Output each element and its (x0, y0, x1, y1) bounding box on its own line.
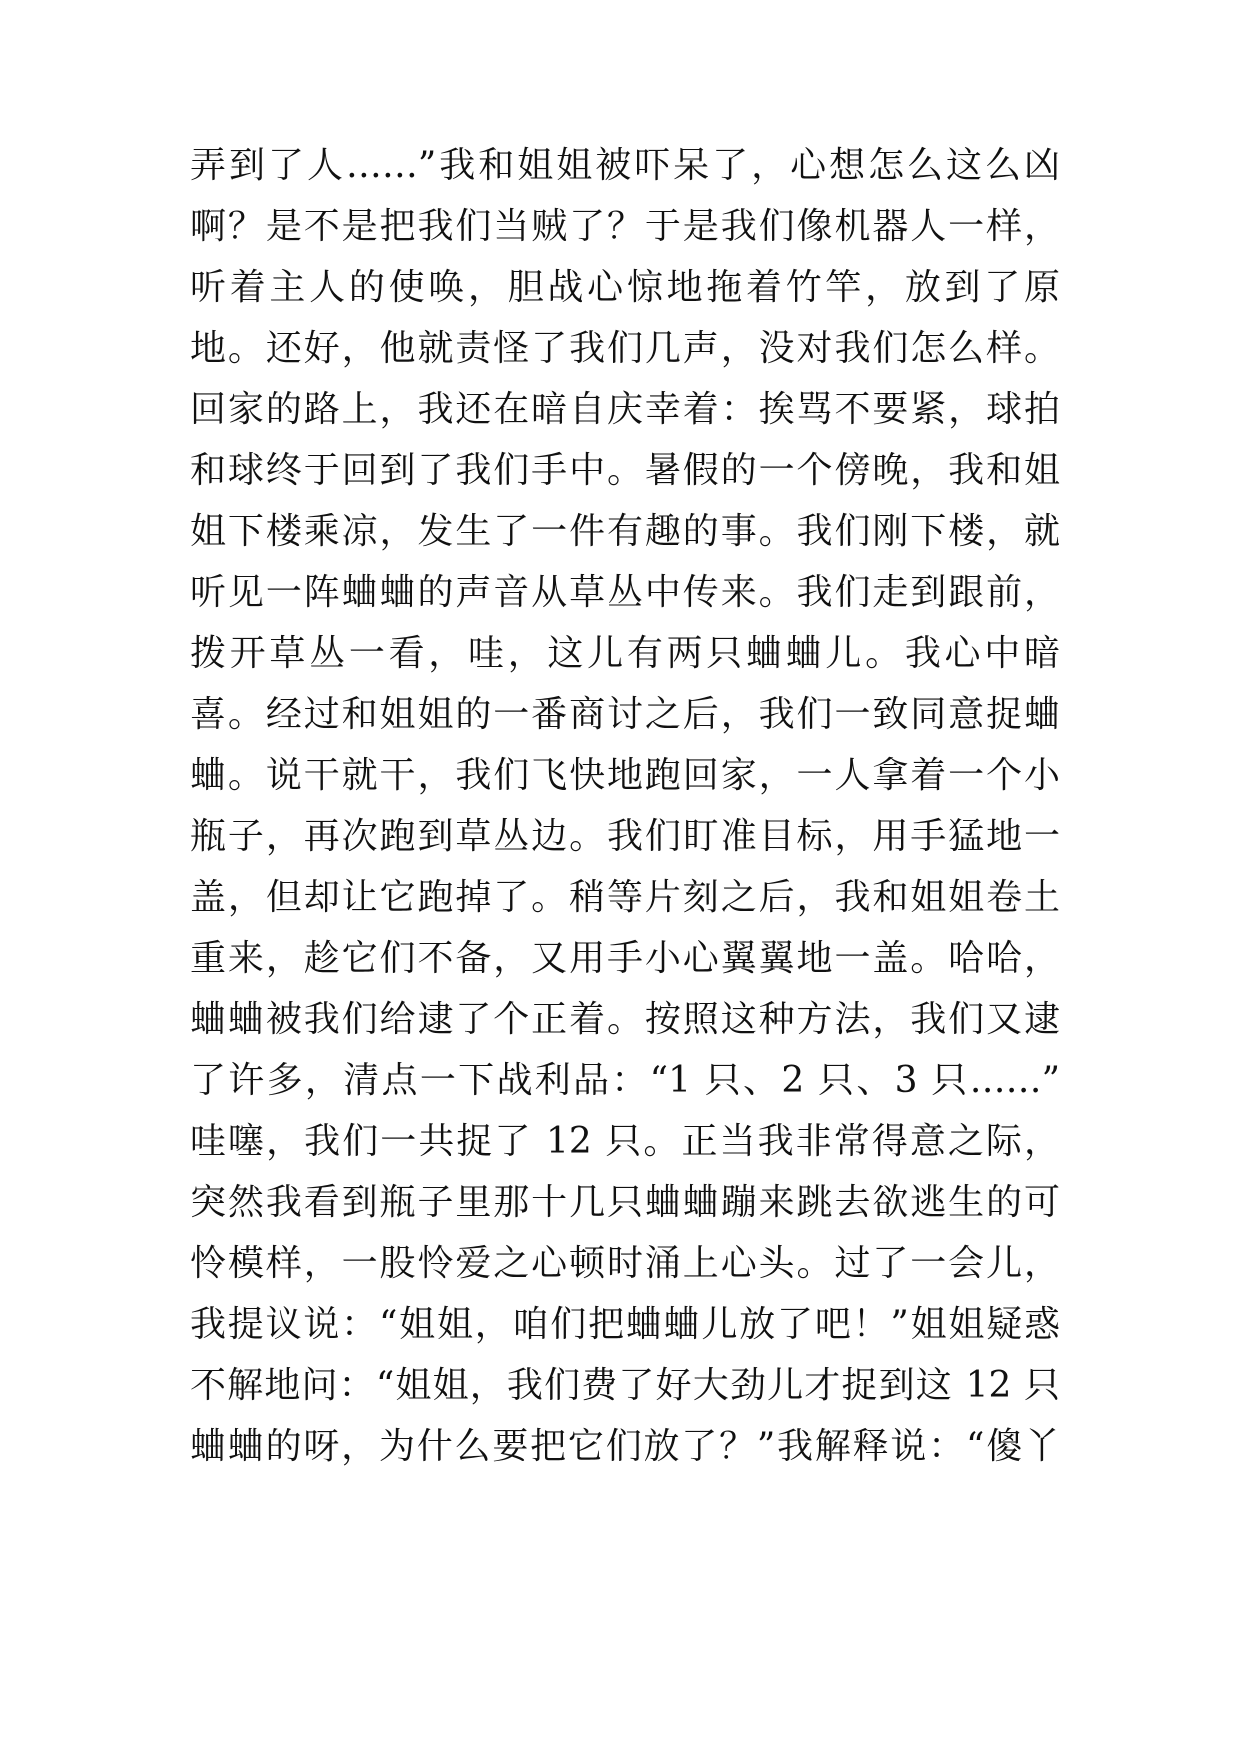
text-line-11: 蛐。说干就干，我们飞快地跑回家，一人拿着一个小 (190, 755, 1060, 796)
text-line-8: 听见一阵蛐蛐的声音从草丛中传来。我们走到跟前， (190, 572, 1060, 613)
text-line-13: 盖，但却让它跑掉了。稍等片刻之后，我和姐姐卷土 (190, 877, 1060, 918)
text-line-16: 了许多，清点一下战利品：“1 只、2 只、3 只……” (190, 1060, 1060, 1101)
text-line-17: 哇噻，我们一共捉了 12 只。正当我非常得意之际， (190, 1121, 1060, 1162)
text-line-6: 和球终于回到了我们手中。暑假的一个傍晚，我和姐 (190, 450, 1060, 491)
text-line-1: 弄到了人……”我和姐姐被吓呆了，心想怎么这么凶 (190, 145, 1060, 186)
text-line-18: 突然我看到瓶子里那十几只蛐蛐蹦来跳去欲逃生的可 (190, 1182, 1060, 1223)
body-text (190, 135, 1060, 1477)
text-line-3: 听着主人的使唤，胆战心惊地拖着竹竿，放到了原 (190, 267, 1060, 308)
text-line-9: 拨开草丛一看，哇，这儿有两只蛐蛐儿。我心中暗 (190, 633, 1060, 674)
text-line-22: 蛐蛐的呀，为什么要把它们放了？”我解释说：“傻丫 (190, 1426, 1060, 1467)
text-line-15: 蛐蛐被我们给逮了个正着。按照这种方法，我们又逮 (190, 999, 1060, 1040)
text-line-10: 喜。经过和姐姐的一番商讨之后，我们一致同意捉蛐 (190, 694, 1060, 735)
text-line-14: 重来，趁它们不备，又用手小心翼翼地一盖。哈哈， (190, 938, 1060, 979)
text-line-20: 我提议说：“姐姐，咱们把蛐蛐儿放了吧！”姐姐疑惑 (190, 1304, 1060, 1345)
text-line-5: 回家的路上，我还在暗自庆幸着：挨骂不要紧，球拍 (190, 389, 1060, 430)
text-line-7: 姐下楼乘凉，发生了一件有趣的事。我们刚下楼，就 (190, 511, 1060, 552)
text-line-2: 啊？是不是把我们当贼了？于是我们像机器人一样， (190, 206, 1060, 247)
text-line-21: 不解地问：“姐姐，我们费了好大劲儿才捉到这 12 只 (190, 1365, 1060, 1406)
text-line-4: 地。还好，他就责怪了我们几声，没对我们怎么样。 (190, 328, 1060, 369)
text-line-19: 怜模样，一股怜爱之心顿时涌上心头。过了一会儿， (190, 1243, 1060, 1284)
text-line-12: 瓶子，再次跑到草丛边。我们盯准目标，用手猛地一 (190, 816, 1060, 857)
